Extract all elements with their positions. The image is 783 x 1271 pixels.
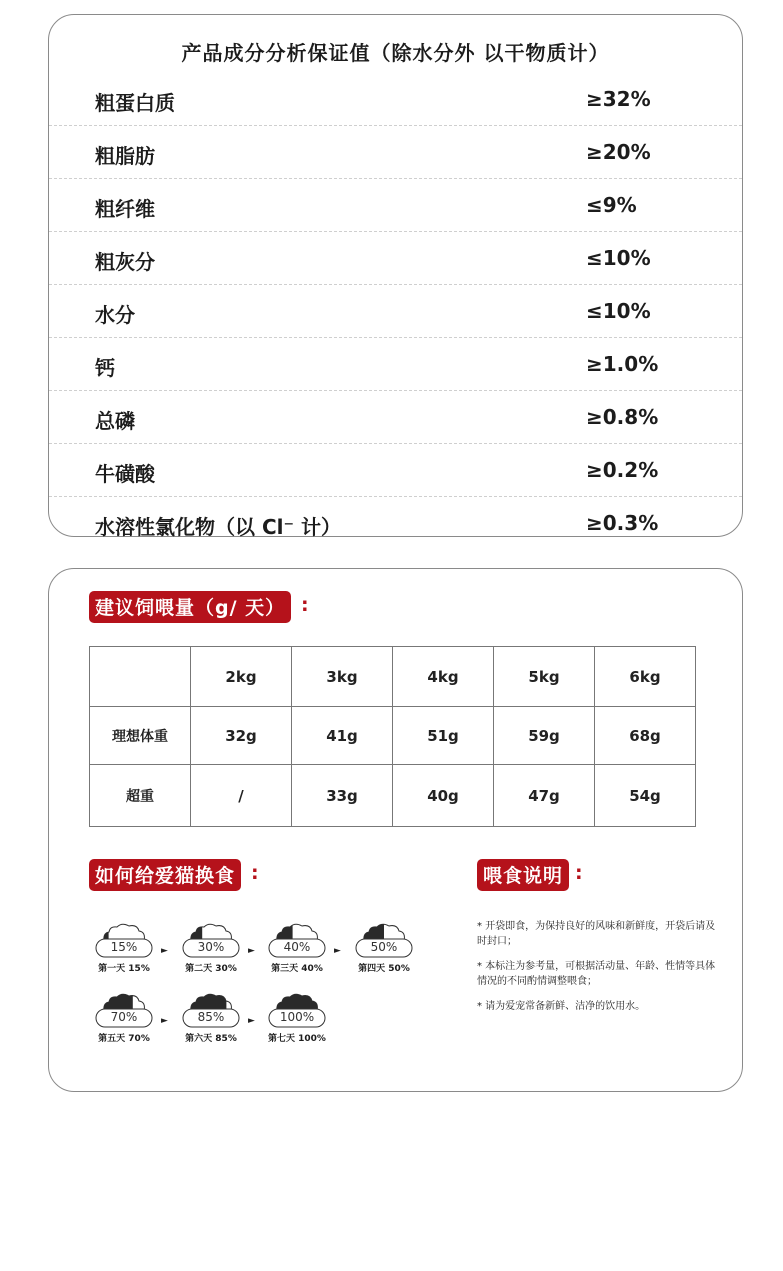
- table-cell: /: [191, 765, 292, 827]
- switch-step: [354, 921, 414, 974]
- nutrient-name: 粗蛋白质: [95, 91, 175, 115]
- feeding-title: 建议饲喂量（g/ 天）: [89, 591, 291, 623]
- step-caption: 第四天 50%: [358, 964, 410, 974]
- notes-title: 喂食说明: [477, 859, 569, 891]
- table-cell: 32g: [191, 707, 292, 765]
- switch-step: [181, 991, 241, 1044]
- switch-step: [267, 921, 327, 974]
- feeding-header-row: [90, 647, 696, 707]
- nutrient-value: ≥0.2%: [586, 458, 659, 482]
- step-percent: 50%: [370, 940, 398, 954]
- nutrient-name: 总磷: [95, 409, 135, 433]
- nutrient-value: ≥20%: [586, 140, 651, 164]
- nutrient-name: 粗纤维: [95, 197, 155, 221]
- analysis-row: [49, 444, 742, 497]
- arrow-icon: ►: [161, 946, 168, 956]
- arrow-icon: ►: [161, 1016, 168, 1026]
- table-cell: 47g: [494, 765, 595, 827]
- table-cell: 51g: [393, 707, 494, 765]
- weight-header: 4kg: [393, 647, 494, 707]
- feeding-title-colon: :: [301, 594, 309, 616]
- notes-title-colon: :: [575, 862, 583, 884]
- nutrient-value: ≤10%: [586, 246, 651, 270]
- feeding-table: [89, 646, 696, 827]
- table-cell: 59g: [494, 707, 595, 765]
- feeding-card: [48, 568, 743, 1092]
- analysis-row: [49, 497, 742, 549]
- old-food-pile: [104, 924, 145, 941]
- step-percent: 30%: [197, 940, 225, 954]
- nutrient-value: ≥32%: [586, 87, 651, 111]
- analysis-row: [49, 73, 742, 126]
- nutrient-value: ≤9%: [586, 193, 637, 217]
- note-item: * 开袋即食，为保持良好的风味和新鲜度，开袋后请及时封口；: [477, 921, 716, 947]
- analysis-row: [49, 285, 742, 338]
- nutrient-name: 牛磺酸: [95, 462, 155, 486]
- weight-header: 6kg: [595, 647, 696, 707]
- arrow-icon: ►: [334, 946, 341, 956]
- row-label: 超重: [90, 765, 191, 827]
- nutrient-value: ≥1.0%: [586, 352, 659, 376]
- step-caption: 第三天 40%: [271, 964, 323, 974]
- switch-title: 如何给爱猫换食: [89, 859, 241, 891]
- new-food-pile: [277, 994, 318, 1011]
- nutrient-value: ≥0.3%: [586, 511, 659, 535]
- step-caption: 第五天 70%: [98, 1034, 150, 1044]
- step-percent: 70%: [110, 1010, 138, 1024]
- switch-step: [267, 991, 327, 1044]
- nutrient-name: 粗脂肪: [95, 144, 155, 168]
- table-cell: 41g: [292, 707, 393, 765]
- nutrient-name: 钙: [95, 356, 115, 380]
- weight-header: 5kg: [494, 647, 595, 707]
- weight-header: 2kg: [191, 647, 292, 707]
- nutrient-value: ≥0.8%: [586, 405, 659, 429]
- step-percent: 15%: [110, 940, 138, 954]
- table-cell: 54g: [595, 765, 696, 827]
- nutrient-name: 水分: [95, 303, 135, 327]
- analysis-row: [49, 338, 742, 391]
- nutrient-name: 水溶性氯化物（以 Cl⁻ 计）: [95, 515, 342, 539]
- weight-header: 3kg: [292, 647, 393, 707]
- step-caption: 第二天 30%: [185, 964, 237, 974]
- note-item: * 本标注为参考量，可根据活动量、年龄、性情等具体情况的不同酌情调整喂食；: [477, 961, 716, 987]
- step-percent: 100%: [279, 1010, 315, 1024]
- table-cell: 40g: [393, 765, 494, 827]
- analysis-row: [49, 232, 742, 285]
- step-caption: 第七天 100%: [268, 1034, 326, 1044]
- nutrient-value: ≤10%: [586, 299, 651, 323]
- table-cell: 68g: [595, 707, 696, 765]
- table-cell: 33g: [292, 765, 393, 827]
- note-item: * 请为爱宠常备新鲜、洁净的饮用水。: [477, 1001, 646, 1012]
- arrow-icon: ►: [248, 946, 255, 956]
- feeding-notes: [477, 919, 717, 1024]
- table-row: [90, 765, 696, 827]
- analysis-row: [49, 391, 742, 444]
- step-caption: 第六天 85%: [185, 1034, 237, 1044]
- step-caption: 第一天 15%: [98, 964, 150, 974]
- analysis-row: [49, 179, 742, 232]
- step-percent: 85%: [197, 1010, 225, 1024]
- arrow-icon: ►: [248, 1016, 255, 1026]
- nutrient-name: 粗灰分: [95, 250, 155, 274]
- new-food-pile: [191, 994, 232, 1011]
- step-percent: 40%: [283, 940, 311, 954]
- table-row: [90, 707, 696, 765]
- switch-step: [94, 991, 154, 1044]
- switch-step: [94, 921, 154, 974]
- analysis-card: [48, 14, 743, 537]
- analysis-title: 产品成分分析保证值（除水分外 以干物质计）: [181, 41, 610, 65]
- switch-step: [181, 921, 241, 974]
- switch-title-colon: :: [251, 862, 259, 884]
- analysis-row: [49, 126, 742, 179]
- analysis-table: [49, 73, 742, 549]
- table-corner: [90, 647, 191, 707]
- row-label: 理想体重: [90, 707, 191, 765]
